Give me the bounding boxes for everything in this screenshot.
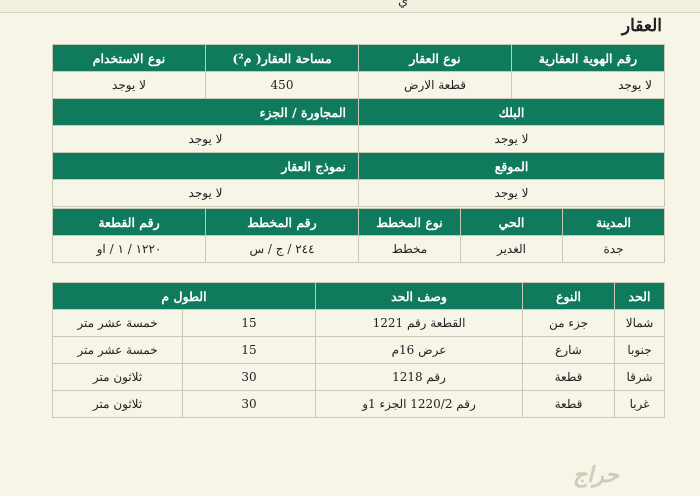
- boundary-description: عرض 16م: [316, 337, 523, 364]
- value-property-type: قطعة الارض: [359, 72, 512, 99]
- header-boundary: الحد: [615, 283, 665, 310]
- property-value-row-2: [53, 126, 665, 153]
- value-location: لا يوجد: [359, 180, 665, 207]
- header-usage-type: نوع الاستخدام: [53, 45, 206, 72]
- boundary-description: القطعة رقم 1221: [316, 310, 523, 337]
- value-usage-type: لا يوجد: [53, 72, 206, 99]
- header-block: البلك: [359, 99, 665, 126]
- boundary-type: قطعة: [523, 364, 615, 391]
- property-header-row-1: [53, 45, 665, 72]
- header-boundary-description: وصف الحد: [316, 283, 523, 310]
- table-row: [53, 364, 665, 391]
- boundary-direction: غربا: [615, 391, 665, 418]
- header-city: المدينة: [563, 209, 665, 236]
- boundary-length-number: 15: [183, 337, 316, 364]
- value-property-id: لا يوجد: [512, 72, 665, 99]
- boundary-length-words: خمسة عشر متر: [53, 310, 183, 337]
- value-property-model: لا يوجد: [53, 180, 359, 207]
- boundary-length-number: 30: [183, 364, 316, 391]
- value-plot-number: ١٢٢٠ / ١ / او: [53, 236, 206, 263]
- header-plan-type: نوع المخطط: [359, 209, 461, 236]
- value-plan-type: مخطط: [359, 236, 461, 263]
- header-plan-number: رقم المخطط: [206, 209, 359, 236]
- header-plot-number: رقم القطعة: [53, 209, 206, 236]
- header-location: الموقع: [359, 153, 665, 180]
- property-header-row-2: [53, 99, 665, 126]
- boundary-length-words: ثلاثون متر: [53, 391, 183, 418]
- table-row: [53, 391, 665, 418]
- boundary-type: جزء من: [523, 310, 615, 337]
- boundary-length-words: خمسة عشر متر: [53, 337, 183, 364]
- boundary-description: رقم 1218: [316, 364, 523, 391]
- header-property-id: رقم الهوية العقارية: [512, 45, 665, 72]
- boundary-length-words: ثلاثون متر: [53, 364, 183, 391]
- header-property-model: نموذج العقار: [53, 153, 359, 180]
- location-header-row: [53, 209, 665, 236]
- value-plan-number: ٢٤٤ / ج / س: [206, 236, 359, 263]
- boundary-type: قطعة: [523, 391, 615, 418]
- boundary-description: رقم 1220/2 الجزء 1و: [316, 391, 523, 418]
- value-block: لا يوجد: [359, 126, 665, 153]
- boundaries-table: [52, 282, 665, 418]
- table-row: [53, 337, 665, 364]
- value-neighborhood-part: لا يوجد: [53, 126, 359, 153]
- location-value-row: [53, 236, 665, 263]
- location-table: [52, 208, 665, 263]
- header-property-type: نوع العقار: [359, 45, 512, 72]
- header-district: الحي: [461, 209, 563, 236]
- boundary-direction: شرقا: [615, 364, 665, 391]
- header-neighborhood-part: المجاورة / الجزء: [53, 99, 359, 126]
- property-table: [52, 44, 665, 207]
- property-value-row-3: [53, 180, 665, 207]
- value-district: الغدير: [461, 236, 563, 263]
- boundary-length-number: 15: [183, 310, 316, 337]
- boundary-direction: جنوبا: [615, 337, 665, 364]
- top-strip: [0, 0, 700, 13]
- boundary-length-number: 30: [183, 391, 316, 418]
- header-length: الطول م: [53, 283, 316, 310]
- value-city: جدة: [563, 236, 665, 263]
- boundaries-header-row: [53, 283, 665, 310]
- property-value-row-1: [53, 72, 665, 99]
- top-text-fragment: ي: [398, 0, 409, 9]
- table-row: [53, 310, 665, 337]
- boundary-type: شارع: [523, 337, 615, 364]
- section-title: العقار: [621, 16, 662, 36]
- header-property-area: مساحة العقار( م²): [206, 45, 359, 72]
- value-property-area: 450: [206, 72, 359, 99]
- watermark-logo: حراج: [572, 462, 620, 488]
- property-header-row-3: [53, 153, 665, 180]
- header-boundary-type: النوع: [523, 283, 615, 310]
- boundary-direction: شمالا: [615, 310, 665, 337]
